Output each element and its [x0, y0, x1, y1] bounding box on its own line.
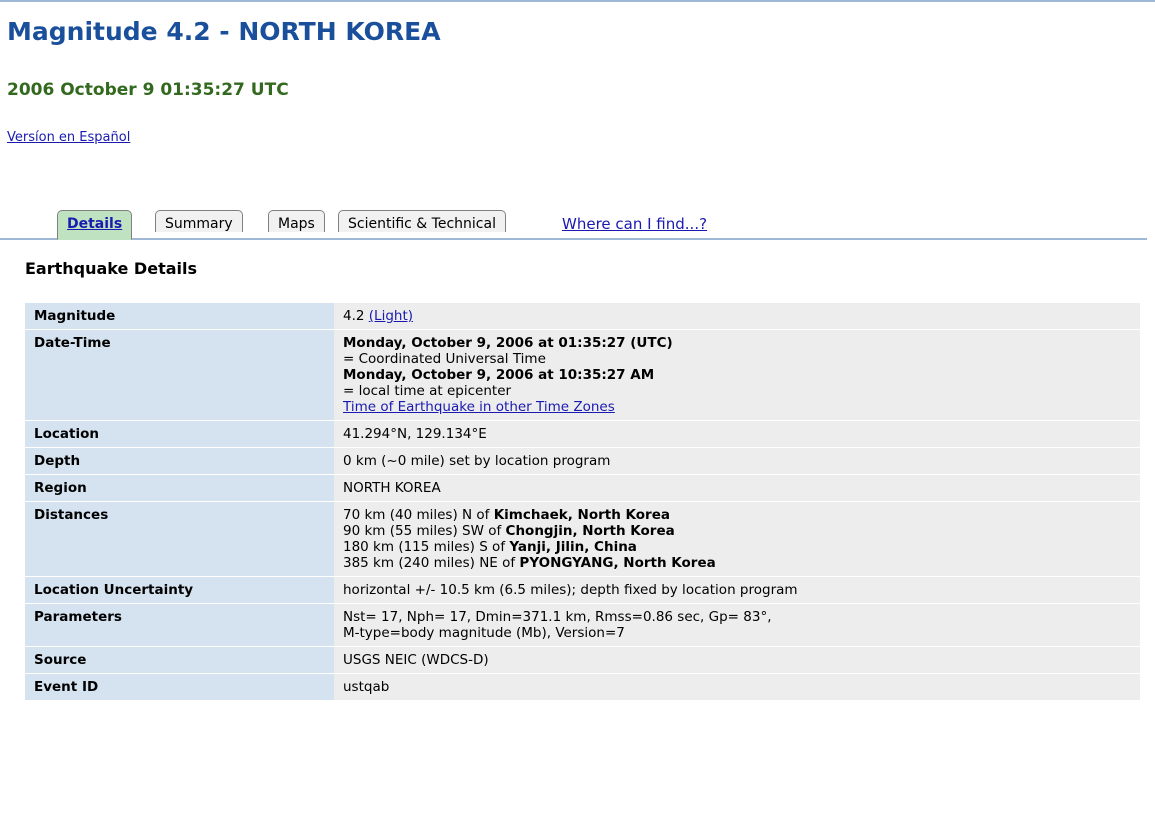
row-value-location-uncertainty: horizontal +/- 10.5 km (6.5 miles); depth fixed by location program	[334, 577, 1140, 604]
row-label-location-uncertainty: Location Uncertainty	[25, 577, 334, 604]
distance-prefix-2: 90 km (55 miles) SW of	[343, 523, 506, 539]
tab-scientific-technical[interactable]: Scientific & Technical	[338, 210, 506, 232]
table-row-depth	[25, 448, 1140, 475]
row-value-event-id: ustqab	[334, 674, 1140, 701]
magnitude-class-link[interactable]: (Light)	[368, 308, 414, 324]
section-title: Earthquake Details	[25, 259, 197, 278]
datetime-local: Monday, October 9, 2006 at 10:35:27 AM	[343, 367, 655, 383]
table-row-datetime	[25, 330, 1140, 421]
row-value-region: NORTH KOREA	[334, 475, 1140, 502]
tab-summary[interactable]: Summary	[155, 210, 243, 232]
row-value-source: USGS NEIC (WDCS-D)	[334, 647, 1140, 674]
table-row-source	[25, 647, 1140, 674]
row-label-depth: Depth	[25, 448, 334, 475]
parameters-line-1: Nst= 17, Nph= 17, Dmin=371.1 km, Rmss=0.86 sec, Gp= 83°,	[343, 609, 772, 625]
row-label-magnitude: Magnitude	[25, 303, 334, 330]
tab-maps[interactable]: Maps	[268, 210, 325, 232]
row-label-datetime: Date-Time	[25, 330, 334, 421]
table-row-event-id	[25, 674, 1140, 701]
distance-place-1: Kimchaek, North Korea	[493, 507, 670, 523]
row-label-distances: Distances	[25, 502, 334, 577]
earthquake-details-table	[25, 302, 1140, 700]
row-label-source: Source	[25, 647, 334, 674]
row-value-distances	[334, 502, 1140, 577]
row-value-parameters	[334, 604, 1140, 647]
table-row-distances	[25, 502, 1140, 577]
parameters-line-2: M-type=body magnitude (Mb), Version=7	[343, 625, 625, 641]
distance-prefix-4: 385 km (240 miles) NE of	[343, 555, 520, 571]
row-label-location: Location	[25, 421, 334, 448]
table-row-location-uncertainty	[25, 577, 1140, 604]
table-row-parameters	[25, 604, 1140, 647]
event-time-subtitle: 2006 October 9 01:35:27 UTC	[7, 80, 289, 100]
datetime-local-note: = local time at epicenter	[343, 383, 512, 399]
spanish-version-link[interactable]: Versíon en Español	[7, 130, 131, 145]
table-row-magnitude	[25, 303, 1140, 330]
where-can-i-find-link[interactable]: Where can I find...?	[562, 215, 708, 233]
distance-prefix-1: 70 km (40 miles) N of	[343, 507, 494, 523]
tab-bar-divider	[0, 238, 1147, 240]
other-time-zones-link[interactable]: Time of Earthquake in other Time Zones	[343, 399, 615, 415]
magnitude-value: 4.2	[343, 308, 365, 324]
distance-place-2: Chongjin, North Korea	[505, 523, 675, 539]
row-value-datetime	[334, 330, 1140, 421]
distance-place-3: Yanji, Jilin, China	[509, 539, 637, 555]
row-value-location: 41.294°N, 129.134°E	[334, 421, 1140, 448]
datetime-utc-note: = Coordinated Universal Time	[343, 351, 546, 367]
row-label-parameters: Parameters	[25, 604, 334, 647]
datetime-utc: Monday, October 9, 2006 at 01:35:27 (UTC)	[343, 335, 673, 351]
row-label-region: Region	[25, 475, 334, 502]
tab-details[interactable]: Details	[57, 210, 132, 240]
distance-place-4: PYONGYANG, North Korea	[519, 555, 716, 571]
row-label-event-id: Event ID	[25, 674, 334, 701]
table-row-region	[25, 475, 1140, 502]
distance-prefix-3: 180 km (115 miles) S of	[343, 539, 510, 555]
page-title: Magnitude 4.2 - NORTH KOREA	[7, 17, 441, 46]
row-value-magnitude	[334, 303, 1140, 330]
table-row-location	[25, 421, 1140, 448]
top-divider	[0, 0, 1155, 2]
row-value-depth: 0 km (~0 mile) set by location program	[334, 448, 1140, 475]
